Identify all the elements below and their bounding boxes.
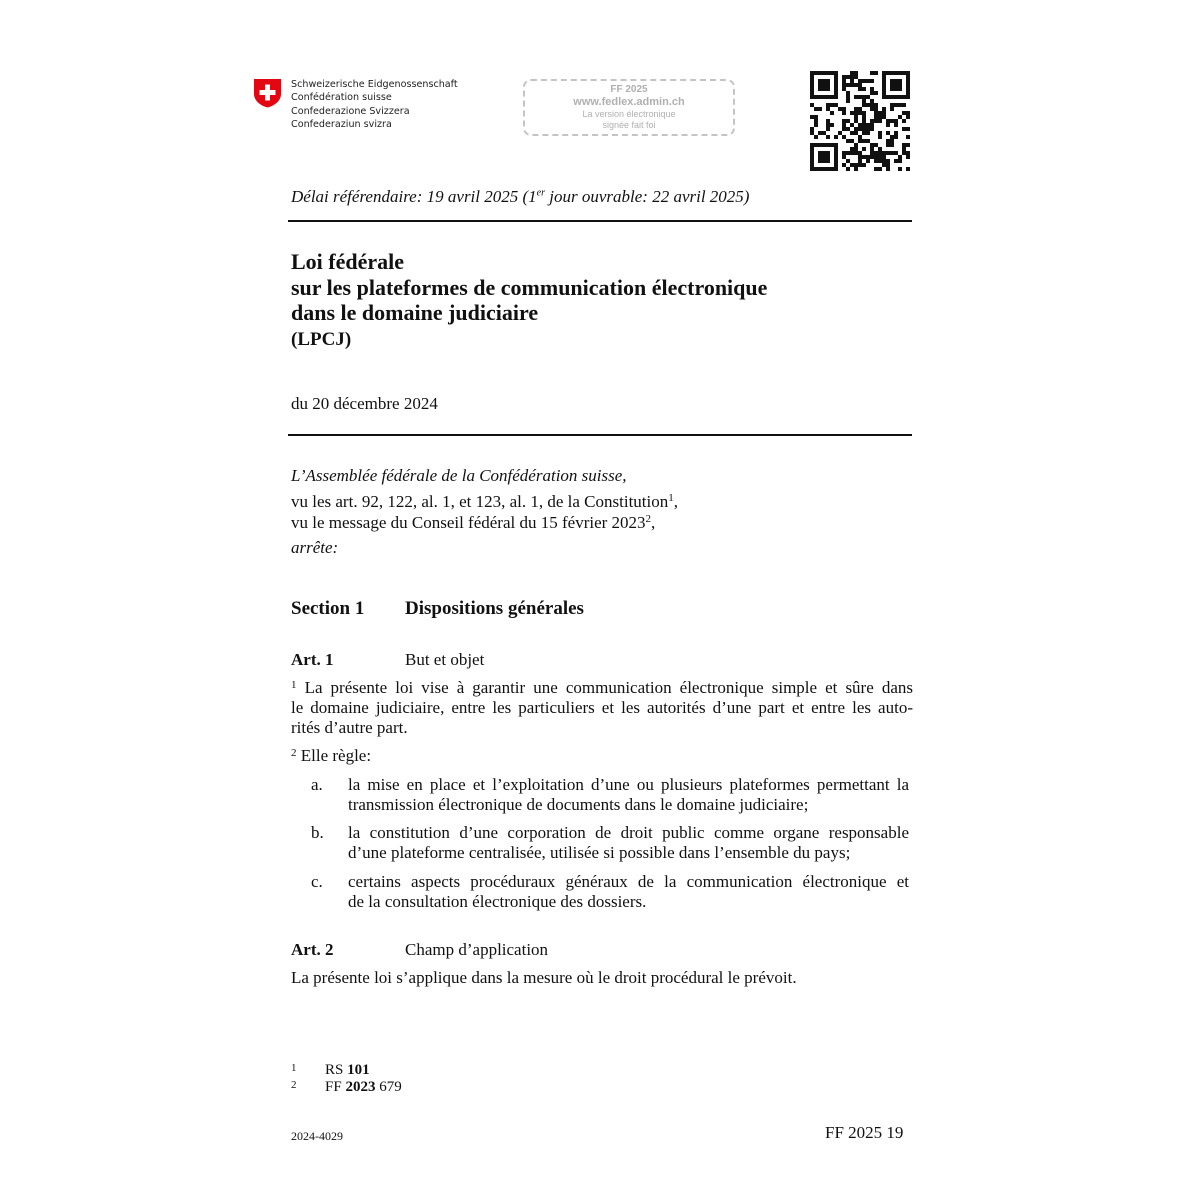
list-line: certains aspects procéduraux généraux de la communication électronique et [348,872,909,891]
agency-line-de: Schweizerische Eidgenossenschaft [291,79,458,90]
para1-line-2: le domaine judiciaire, entre les particuliers et les autorités d’une part et entre les auto- [291,698,913,717]
footnote-ref-2[interactable]: 2 [645,513,652,525]
stamp-url[interactable]: www.fedlex.admin.ch [573,96,685,108]
referendum-deadline: Délai référendaire: 19 avril 2025 (1er jour ouvrable: 22 avril 2025) [291,187,750,206]
footnote-text[interactable]: FF 2023 679 [325,1079,402,1095]
list-letter: b. [311,823,324,842]
article-1-paragraph-1 [291,678,913,738]
document-code: 2024-4029 [291,1129,343,1143]
page-reference: FF 2025 19 [825,1123,904,1142]
list-line: la mise en place et l’exploitation d’une ou plusieurs plateformes permettant la [348,775,909,794]
list-line: la constitution d’une corporation de droit public comme organe responsable [348,823,909,842]
stamp-ff: FF 2025 [610,84,648,95]
law-date: du 20 décembre 2024 [291,394,438,413]
article-1-paragraph-2 [291,746,913,766]
section-number: Section 1 [291,598,365,619]
title-line-2: sur les plateformes de communication électronique [291,274,768,300]
para1-line-1: $^1$ La présente loi vise à garantir une communication électronique simple et sûre dans [291,678,913,697]
list-line: transmission électronique de documents dans le domaine judiciaire; [348,795,809,814]
signature-stamp [523,79,735,136]
preamble-assembly: L’Assemblée fédérale de la Confédération suisse, [291,466,627,485]
footnote-number: 2 [291,1079,297,1091]
section-title: Dispositions générales [405,598,584,619]
preamble-constitution: vu les art. 92, 122, al. 1, et 123, al. 1, de la Constitution$^1$, [291,492,679,511]
agency-line-rm: Confederaziun svizra [291,118,392,130]
agency-line-fr: Confédération suisse [291,92,392,104]
title-line-1: Loi fédérale [291,249,405,274]
agency-names [291,78,458,131]
preamble [291,465,678,558]
preamble-decree: arrête: [291,538,339,557]
article-2-title: Champ d’application [405,940,549,959]
divider-bottom [288,434,912,436]
swiss-cross-logo [253,78,282,108]
law-abbreviation: (LPCJ) [291,329,352,350]
law-title [291,249,767,326]
list-letter: a. [311,775,323,794]
para1-line-3: rités d’autre part. [291,718,408,737]
article-2-text: La présente loi s’applique dans la mesure où le droit procédural le prévoit. [291,968,797,987]
article-1-number: Art. 1 [291,650,334,669]
footnote-number: 1 [291,1062,297,1074]
list-line: d’une plateforme centralisée, utilisée si possible dans l’ensemble du pays; [348,843,851,862]
stamp-note-1: La version électronique [582,109,676,119]
list-line: de la consultation électronique des dossiers. [348,892,647,911]
agency-line-it: Confederazione Svizzera [291,105,410,117]
divider-top [288,220,912,222]
footnote-text[interactable]: RS 101 [325,1062,370,1078]
preamble-message: vu le message du Conseil fédéral du 15 février 2023$^2$, [291,513,656,532]
article-1-title: But et objet [405,650,485,669]
list-letter: c. [311,872,323,891]
stamp-note-2: signée fait foi [602,120,656,130]
para2-line: $^2$ Elle règle: [291,746,372,765]
footnote-ref-1[interactable]: 1 [668,492,674,504]
title-line-3: dans le domaine judiciaire [291,300,539,325]
article-2-number: Art. 2 [291,940,334,959]
qr-code-icon [810,71,910,171]
